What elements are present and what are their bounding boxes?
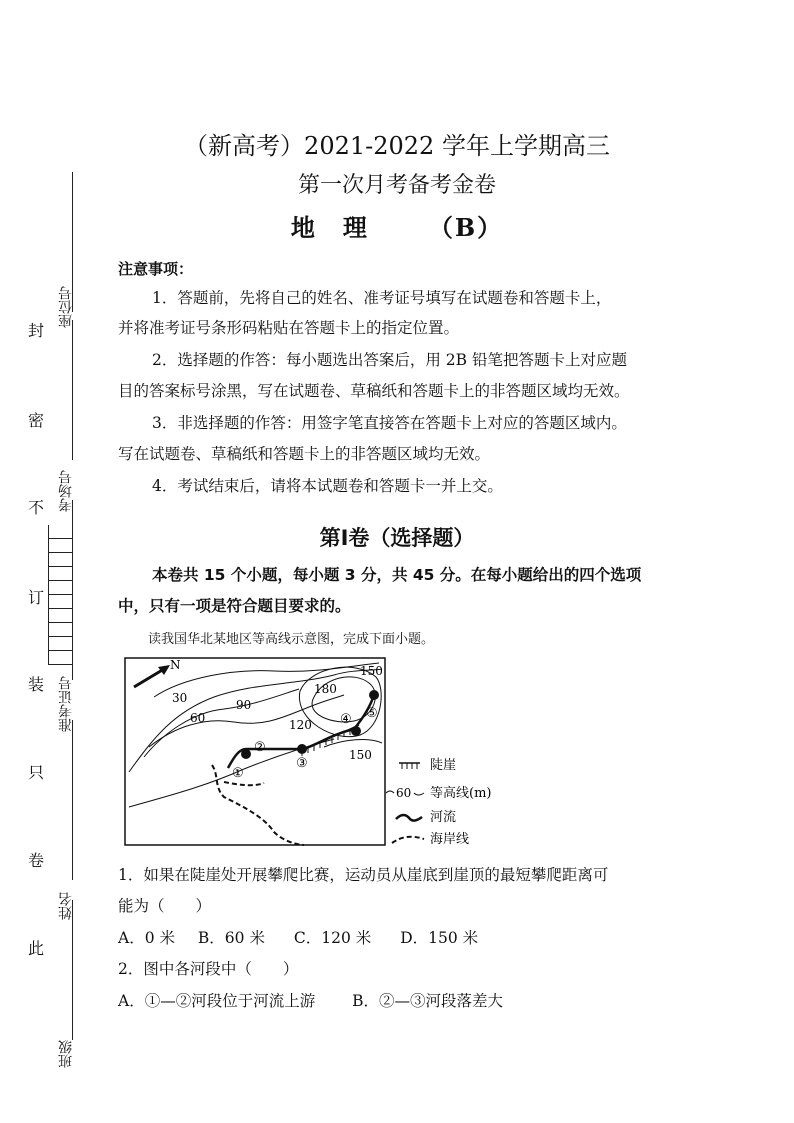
- point-3-label: ③: [296, 756, 308, 771]
- legend-contour-sample: 60: [396, 786, 412, 800]
- contour-label-180: 180: [314, 682, 337, 696]
- contour-label-150: 150: [360, 664, 383, 678]
- legend-river-symbol: [396, 815, 422, 821]
- question-2-stem: 2．图中各河段中（ ）: [118, 960, 299, 978]
- binding-line-bottom: [72, 720, 73, 880]
- point-2-label: ②: [254, 740, 266, 755]
- contour-label-120: 120: [289, 718, 312, 732]
- section-instruction-1: 本卷共 15 个小题，每小题 3 分，共 45 分。在每小题给出的四个选项: [152, 566, 642, 584]
- q1-option-d[interactable]: D．150 米: [400, 929, 479, 947]
- subject-title: [0, 208, 794, 243]
- contour-label-90: 90: [236, 698, 252, 712]
- binding-line-end: [72, 900, 73, 1040]
- notice-line-1: 1．答题前，先将自己的姓名、准考证号填写在试题卷和答题卡上，: [152, 289, 612, 307]
- point-4-label: ④: [340, 712, 352, 727]
- contour-label-30: 30: [172, 691, 188, 705]
- q2-option-b[interactable]: B．②—③河段落差大: [352, 992, 504, 1010]
- class-label: 班级: [58, 1040, 74, 1068]
- exam-id-label: 准考证号: [58, 676, 74, 732]
- point-1-dot: [241, 749, 251, 759]
- exam-number-cell[interactable]: [49, 595, 73, 609]
- exam-title-line2: 第一次月考备考金卷: [297, 173, 496, 198]
- q2-option-a[interactable]: A．①—②河段位于河流上游: [118, 992, 316, 1010]
- exam-number-cell[interactable]: [49, 623, 73, 637]
- question-1-options: [118, 928, 478, 948]
- q1-option-c[interactable]: C．120 米: [293, 929, 372, 947]
- seal-char-mi: 密: [28, 411, 45, 430]
- exam-title-line1: （新高考）2021-2022 学年上学期高三: [184, 132, 610, 160]
- contour-map-svg: [124, 657, 504, 847]
- exam-number-cell[interactable]: [49, 637, 73, 651]
- notice-heading: 注意事项：: [118, 260, 194, 278]
- map-intro: 读我国华北某地区等高线示意图，完成下面小题。: [148, 632, 435, 647]
- q1-option-a[interactable]: A．0 米: [118, 929, 175, 947]
- subject-name: 地 理: [290, 213, 369, 242]
- seal-char-zhi: 只: [28, 763, 45, 782]
- point-5-dot: [369, 690, 379, 700]
- paper-variant: （B）: [428, 213, 504, 242]
- q1-option-b[interactable]: B．60 米: [197, 929, 265, 947]
- legend-contour-label: 等高线(m): [430, 786, 492, 801]
- north-label: N: [170, 658, 181, 672]
- binding-line-mid: [72, 320, 73, 460]
- legend-river-label: 河流: [430, 810, 457, 825]
- exam-number-cell[interactable]: [49, 581, 73, 595]
- seal-char-ci: 此: [28, 939, 45, 958]
- point-5-label: ⑤: [366, 706, 378, 721]
- notice-line-6: 写在试题卷、草稿纸和答题卡上的非答题区域均无效。: [118, 445, 491, 463]
- notice-line-4: 目的答案标号涂黑，写在试题卷、草稿纸和答题卡上的非答题区域均无效。: [118, 382, 630, 400]
- exam-number-cell[interactable]: [49, 651, 73, 665]
- seal-char-juan: 卷: [28, 851, 45, 870]
- legend-cliff-label: 陡崖: [430, 758, 457, 773]
- legend-coast-symbol: [392, 837, 424, 843]
- legend-contour-tick: [386, 791, 394, 793]
- section-title: 第Ⅰ卷（选择题）: [319, 526, 475, 550]
- contour-label-60: 60: [190, 711, 206, 725]
- notice-line-7: 4．考试结束后，请将本试题卷和答题卡一并上交。: [152, 477, 503, 495]
- notice-line-2: 并将准考证号条形码粘贴在答题卡上的指定位置。: [118, 319, 460, 337]
- question-1-stem-line2: 能为（ ）: [118, 897, 212, 915]
- legend-contour-symbol: [414, 793, 424, 795]
- seal-char-feng: 封: [28, 321, 45, 340]
- point-1-label: ①: [232, 766, 244, 781]
- exam-number-cell[interactable]: [49, 567, 73, 581]
- section-instruction-2: 中，只有一项是符合题目要求的。: [118, 597, 351, 615]
- question-1-stem-line1: 1．如果在陡崖处开展攀爬比赛，运动员从崖底到崖顶的最短攀爬距离可: [118, 866, 609, 884]
- point-4-dot: [351, 726, 361, 736]
- notice-line-5: 3．非选择题的作答：用签字笔直接答在答题卡上对应的答题区域内。: [152, 414, 627, 432]
- legend-coast-label: 海岸线: [430, 832, 470, 847]
- contour-map-figure: [124, 657, 504, 851]
- point-3-dot: [297, 744, 307, 754]
- exam-number-cell[interactable]: [49, 553, 73, 567]
- map-legend: [386, 757, 491, 847]
- legend-cliff-ticks: [402, 763, 417, 769]
- seal-char-bu: 不: [28, 498, 45, 517]
- seal-char-zhuang: 装: [28, 675, 45, 694]
- name-label: 姓名: [58, 892, 74, 920]
- question-2-options: [118, 991, 503, 1011]
- exam-room-label: 考场号: [58, 470, 74, 512]
- notice-line-3: 2．选择题的作答：每小题选出答案后，用 2B 铅笔把答题卡上对应题: [152, 351, 627, 369]
- contour-label-150b: 150: [349, 748, 372, 762]
- seat-number-label: 座位号: [58, 286, 74, 328]
- exam-number-cell[interactable]: [49, 609, 73, 623]
- seal-char-ding: 订: [28, 588, 45, 607]
